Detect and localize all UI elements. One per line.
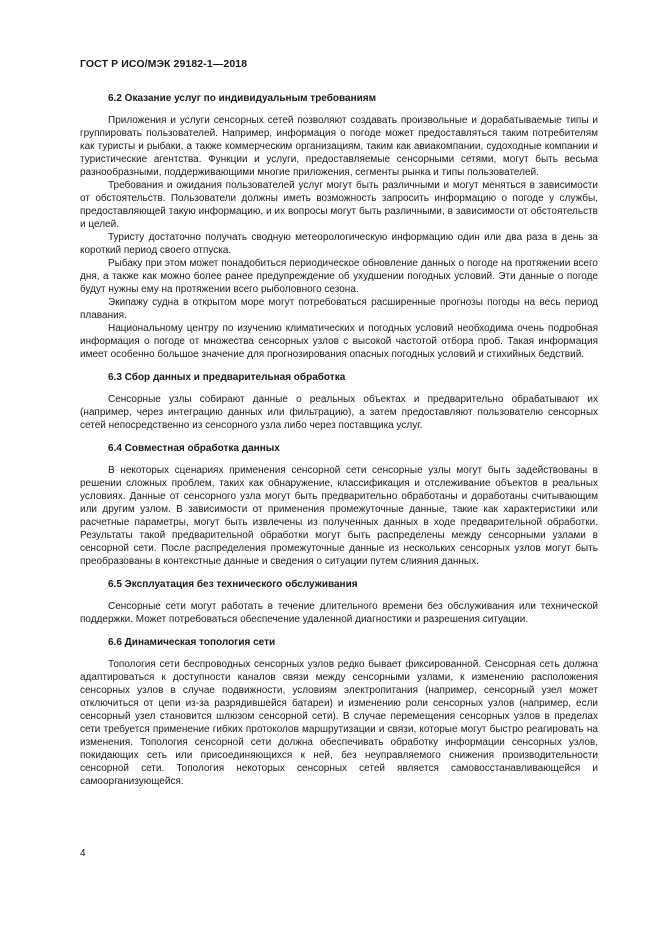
section-heading: 6.6 Динамическая топология сети [108,637,276,648]
section-6-4 [80,442,598,568]
paragraph: Рыбаку при этом может понадобиться периодическое обновление данных о погоде на протяжении всего дня, а также как можно более ранее предупреждение об ухудшении погодных условий. Эти данные о погоде будут нужны ему на протяжении всего рыболовного сезона. [80,258,598,295]
section-heading: 6.2 Оказание услуг по индивидуальным требованиям [108,93,377,104]
paragraph: Приложения и услуги сенсорных сетей позволяют создавать произвольные и дорабатываемые типы и группировать пользователей. Например, информация о погоде может предоставляться таким потребителям как туристы и рыбаки, а также коммерческим организациям, таким как авиакомпании, судоходные компании и туристические агентства. Функции и услуги, предоставляемые сенсорными сетями, могут быть весьма разнообразными, поддерживающими многие приложения, сегменты рынка и типы пользователей. [80,115,598,178]
document-header: ГОСТ Р ИСО/МЭК 29182-1—2018 [80,58,248,70]
page-number: 4 [80,848,86,859]
paragraph: Туристу достаточно получать сводную метеорологическую информацию один или два раза в день за короткий период своего отпуска. [80,232,598,256]
section-heading: 6.4 Совместная обработка данных [108,443,280,454]
paragraph: Экипажу судна в открытом море могут потребоваться расширенные прогнозы погоды на весь период плавания. [80,297,598,321]
section-heading: 6.5 Эксплуатация без технического обслуживания [108,579,358,590]
paragraph: В некоторых сценариях применения сенсорной сети сенсорные узлы могут быть задействованы в решении сложных проблем, таких как обнаружение, классификация и отслеживание объектов в реальных условиях. Данные от сенсорного узла могут быть предварительно обработаны и доработаны считывающим или другим узлом. В зависимости от применения промежуточные данные, такие как характеристики или расчетные параметры, могут быть извлечены из полученных данных в ходе предварительной обработки. Результаты такой предварительной обработки могут быть распределены между сенсорными узлами в сенсорной сети. После распределения промежуточные данные из нескольких сенсорных узлов могут быть преобразованы в контекстные данные и сведения о ситуации путем слияния данных. [80,465,598,567]
section-6-5 [80,578,598,626]
paragraph: Сенсорные узлы собирают данные о реальных объектах и предварительно обрабатывают их (например, через интеграцию данных или фильтрацию), а затем предоставляют пользователю сенсорных сетей непосредственно из сенсорного узла либо через поставщика услуг. [80,394,598,431]
paragraph: Сенсорные сети могут работать в течение длительного времени без обслуживания или технической поддержки. Может потребоваться обеспечение удаленной диагностики и разрешения ситуации. [80,601,598,625]
paragraph: Топология сети беспроводных сенсорных узлов редко бывает фиксированной. Сенсорная сеть должна адаптироваться к доступности каналов связи между сенсорными узлами, к изменению расположения сенсорных узлов в случае подвижности, условиям электропитания (например, сенсорный узел может отключиться от цепи из-за разрядившейся батареи) и изменению роли сенсорных узлов (например, если сенсорный узел становится шлюзом сенсорной сети). В случае перемещения сенсорных узлов в пределах сети требуется применение гибких протоколов маршрутизации и связи, которые могут быстро реагировать на изменения. Топология сенсорной сети должна обеспечивать обработку информации сенсорных узлов, покидающих сеть или присоединяющихся к ней, без неуправляемого снижения производительности сенсорной сети. Топология некоторых сенсорных сетей является самовосстанавливающейся и самоорганизующейся. [80,659,598,787]
section-6-3 [80,371,598,432]
section-6-2 [80,92,598,361]
document-body [80,92,598,788]
paragraph: Требования и ожидания пользователей услуг могут быть различными и могут меняться в зависимости от обстоятельств. Пользователи должны иметь возможность запросить информацию о погоде у службы, предоставляющей такую информацию, и их вопросы могут быть различными, в зависимости от обстоятельств и целей. [80,180,598,230]
section-6-6 [80,636,598,788]
section-heading: 6.3 Сбор данных и предварительная обработка [108,372,346,383]
paragraph: Национальному центру по изучению климатических и погодных условий необходима очень подробная информация о погоде от множества сенсорных узлов с высокой частотой отбора проб. Такая информация имеет особенно большое значение для прогнозирования опасных погодных условий и стихийных бедствий. [80,323,598,360]
